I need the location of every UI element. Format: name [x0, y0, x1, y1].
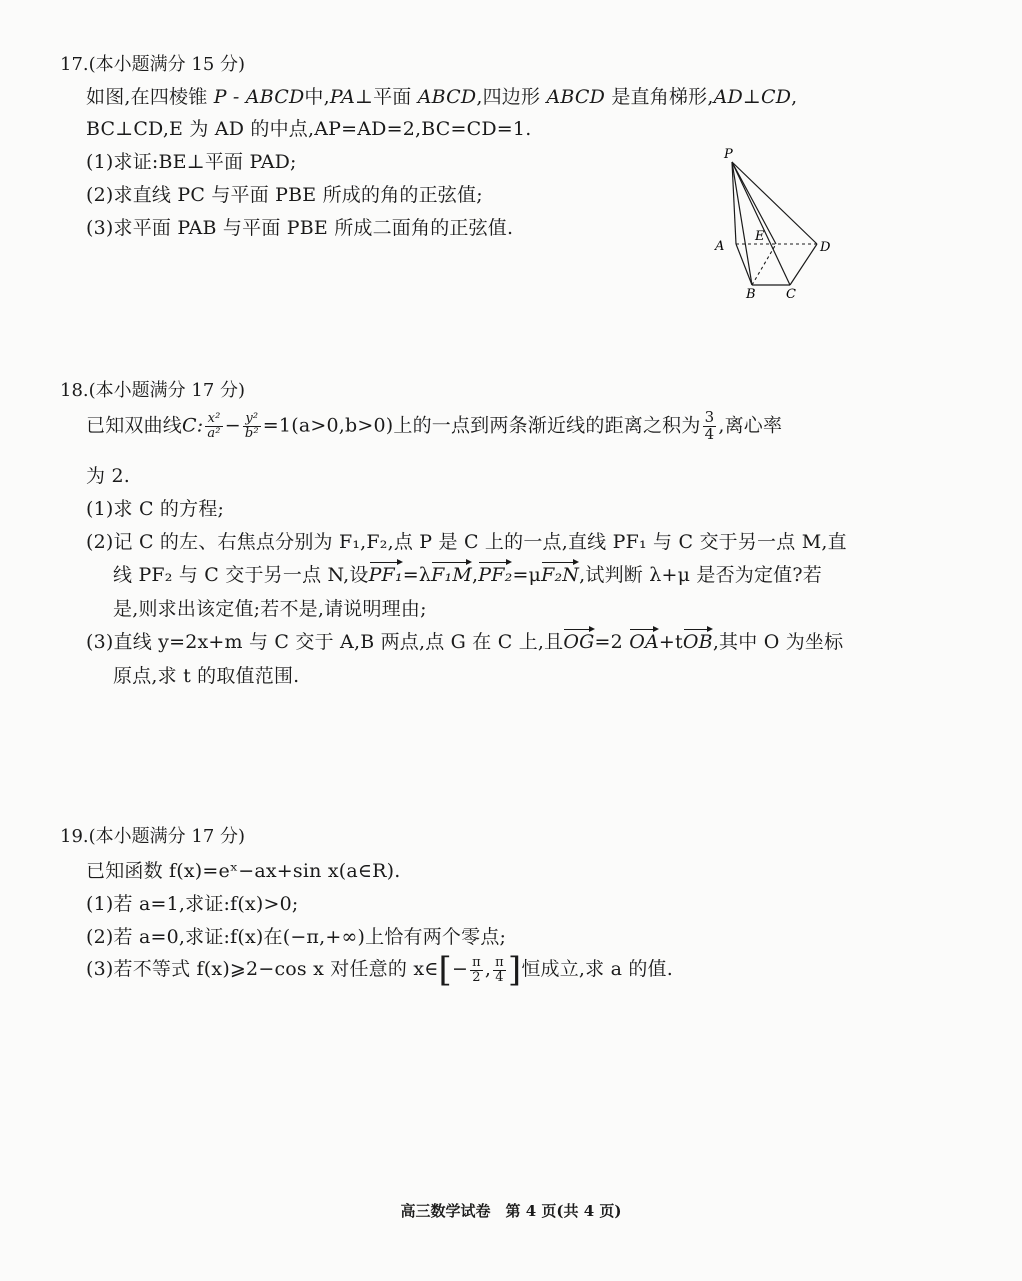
q18-line1: 已知双曲线C: $\frac{\text{x²}}{\text{a²}}$ − $\frac{\text{y²}}{\text{b²}}$ =1(a>0,b>0)上的一点到两条渐近线的距离之积为 $\frac{3}{4}$ ,离心率: [86, 408, 783, 443]
pyramid-figure: [700, 140, 850, 305]
q19-part1: (1)若 a=1,求证:f(x)>0;: [86, 893, 299, 915]
edge-PC: [732, 162, 790, 285]
label-P: P: [724, 147, 733, 162]
q17-part2: (2)求直线 PC 与平面 PBE 所成的角的正弦值;: [86, 184, 483, 206]
q17-part1: (1)求证:BE⊥平面 PAD;: [86, 151, 297, 173]
q18-part2-line1: (2)记 C 的左、右焦点分别为 F₁,F₂,点 P 是 C 上的一点,直线 PF₁ 与 C 交于另一点 M,直: [86, 531, 847, 553]
q18-part2-line3: 是,则求出该定值;若不是,请说明理由;: [113, 598, 427, 620]
q18-part3-line1: (3)直线 y=2x+m 与 C 交于 A,B 两点,点 G 在 C 上,且OG=2 OA+tOB,其中 O 为坐标: [86, 627, 843, 654]
q17-line1: 如图,在四棱锥 P - ABCD中,PA⊥平面 ABCD,四边形 ABCD 是直角梯形,AD⊥CD,: [86, 86, 798, 108]
q17-part3: (3)求平面 PAB 与平面 PBE 所成二面角的正弦值.: [86, 217, 514, 239]
label-B: B: [746, 287, 756, 302]
q19-header: 19.(本小题满分 17 分): [60, 826, 246, 847]
edge-PD: [732, 162, 817, 244]
q19-part2: (2)若 a=0,求证:f(x)在(−π,+∞)上恰有两个零点;: [86, 926, 507, 948]
q19-line1: 已知函数 f(x)=eˣ−ax+sin x(a∈R).: [86, 860, 401, 882]
label-E: E: [755, 229, 765, 244]
label-A: A: [715, 239, 725, 254]
q18-part3-line2: 原点,求 t 的取值范围.: [113, 665, 300, 687]
q18-line2: 为 2.: [86, 465, 130, 487]
edge-BE-hidden: [752, 244, 776, 285]
q17-header: 17.(本小题满分 15 分): [60, 54, 246, 75]
q18-part1: (1)求 C 的方程;: [86, 498, 225, 520]
edge-CD: [790, 244, 817, 285]
q18-part2-line2: 线 PF₂ 与 C 交于另一点 N,设PF₁=λF₁M,PF₂=μF₂N,试判断 λ+μ 是否为定值?若: [113, 560, 822, 587]
label-D: D: [820, 240, 831, 255]
q17-line2: BC⊥CD,E 为 AD 的中点,AP=AD=2,BC=CD=1.: [86, 118, 532, 140]
label-C: C: [786, 287, 796, 302]
edge-AB: [736, 244, 752, 285]
q18-header: 18.(本小题满分 17 分): [60, 380, 246, 401]
q19-part3: (3)若不等式 f(x)⩾2−cos x 对任意的 x∈[− $\frac{\pi}{2}$ , $\frac{\pi}{4}$ ]恒成立,求 a 的值.: [86, 950, 673, 990]
page-footer: 高三数学试卷 第 4 页(共 4 页): [400, 1202, 622, 1220]
